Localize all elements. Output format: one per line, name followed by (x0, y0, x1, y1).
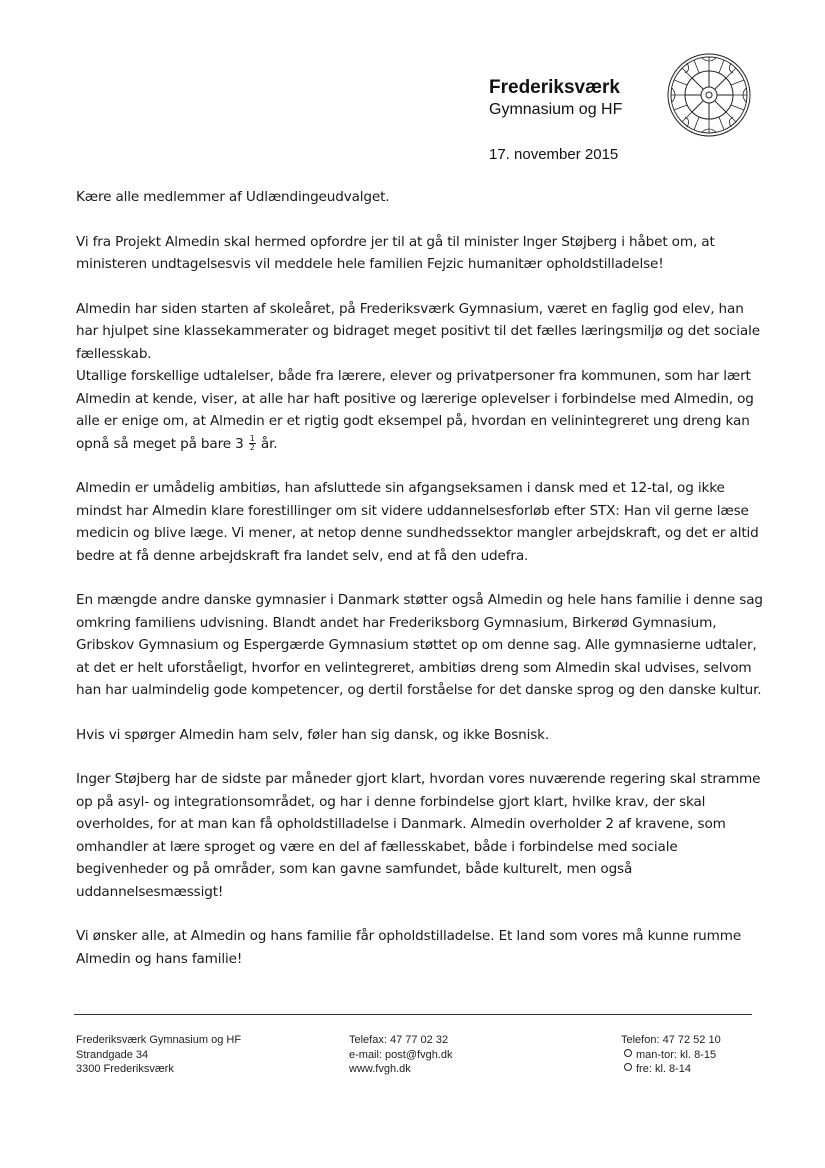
footer-address (76, 1033, 241, 1077)
footer-fax: Telefax: 47 77 02 32 (349, 1034, 449, 1046)
paragraph-2a: Almedin har siden starten af skoleåret, på Frederiksværk Gymnasium, været en faglig god elev, han har hjulpet sine klassekammerater og bidraget meget positivt til det fælles læringsmiljø og det sociale fællesskab. (76, 300, 760, 362)
footer-hours-friday (621, 1062, 721, 1077)
paragraph-2b-end: år. (260, 435, 278, 452)
footer-website: www.fvgh.dk (349, 1063, 411, 1075)
footer-school-name: Frederiksværk Gymnasium og HF (76, 1034, 242, 1046)
footer-street: Strandgade 34 (76, 1048, 149, 1061)
footer-city: 3300 Frederiksværk (76, 1063, 174, 1075)
footer-phone (621, 1033, 721, 1077)
paragraph-1: Vi fra Projekt Almedin skal hermed opfordre jer til at gå til minister Inger Støjberg i håbet om, at ministeren undtagelsesvis vil meddele hele familien Fejzic humanitær opholdstilladelse! (76, 233, 715, 272)
paragraph-7: Vi ønsker alle, at Almedin og hans familie får opholdstilladelse. Et land som vores må kunne rumme Almedin og hans familie! (76, 928, 742, 967)
paragraph-2 (76, 298, 766, 366)
footer-contact (349, 1033, 453, 1077)
hours-weekdays-text: man-tor: kl. 8-15 (636, 1048, 717, 1061)
school-seal-icon (666, 52, 752, 138)
paragraph-6: Inger Støjberg har de sidste par måneder gjort klart, hvordan vores nuværende regering skal stramme op på asyl- og integrationsområdet, og har i denne forbindelse gjort klart, hvilke krav, der skal overholdes, for at man kan få opholdstilladelse i Danmark. Almedin overholder 2 af kravene, som omhandler at lære sproget og være en del af fællesskabet, både i forbindelse med sociale begivenheder og på områder, som kan gavne samfundet, både kulturelt, men også uddannelsesmæssigt! (76, 771, 761, 900)
paragraph-2b-text: Utallige forskellige udtalelser, både fra lærere, elever og privatpersoner fra kommunen, som har lært Almedin at kende, viser, at alle har haft positive og lærerige oplevelser i forbindelse med Almedin, og alle er enige om, at Almedin er et rigtig godt eksempel på, hvordan en velinintegreret ung dreng kan opnå så meget på bare 3 (76, 368, 754, 452)
fraction-denominator: 2 (249, 443, 255, 452)
school-subtitle: Gymnasium og HF (489, 101, 623, 118)
school-name: Frederiksværk (489, 77, 620, 98)
letter-date: 17. november 2015 (489, 146, 619, 163)
hours-friday-text: fre: kl. 8-14 (636, 1063, 692, 1075)
footer-divider (74, 1014, 752, 1015)
bullet-icon (624, 1063, 632, 1071)
salutation: Kære alle medlemmer af Udlændingeudvalget. (76, 189, 390, 205)
paragraph-4: En mængde andre danske gymnasier i Danmark støtter også Almedin og hele hans familie i denne sag omkring familiens udvisning. Blandt andet har Frederiksborg Gymnasium, Birkerød Gymnasium, Gribskov Gymnasium og Espergærde Gymnasium støttet op om denne sag. Alle gymnasierne udtaler, at det er helt uforståeligt, hvorfor en velintegreret, ambitiøs dreng som Almedin skal udvises, selvom han har ualmindelig gode kompetencer, og dertil forståelse for det danske sprog og den danske kultur. (76, 592, 763, 698)
fraction-half (249, 435, 256, 452)
footer-phone-number: Telefon: 47 72 52 10 (621, 1034, 721, 1046)
paragraph-5: Hvis vi spørger Almedin ham selv, føler han sig dansk, og ikke Bosnisk. (76, 726, 550, 743)
paragraph-2b (76, 365, 766, 455)
footer-email: e-mail: post@fvgh.dk (349, 1048, 453, 1061)
letter-body (76, 186, 766, 992)
letterhead (489, 76, 622, 120)
fraction-numerator: 1 (249, 434, 255, 443)
paragraph-3: Almedin er umådelig ambitiøs, han afsluttede sin afgangseksamen i dansk med et 12-tal, og ikke mindst har Almedin klare forestillinger om sit videre uddannelsesforløb efter STX: Han vil gerne læse medicin og blive læge. Vi mener, at netop denne sundhedssektor mangler arbejdskraft, og det er altid bedre at få denne arbejdskraft fra landet selv, end at få den udefra. (76, 480, 759, 564)
footer-hours-weekdays (621, 1048, 721, 1063)
bullet-icon (624, 1049, 632, 1057)
